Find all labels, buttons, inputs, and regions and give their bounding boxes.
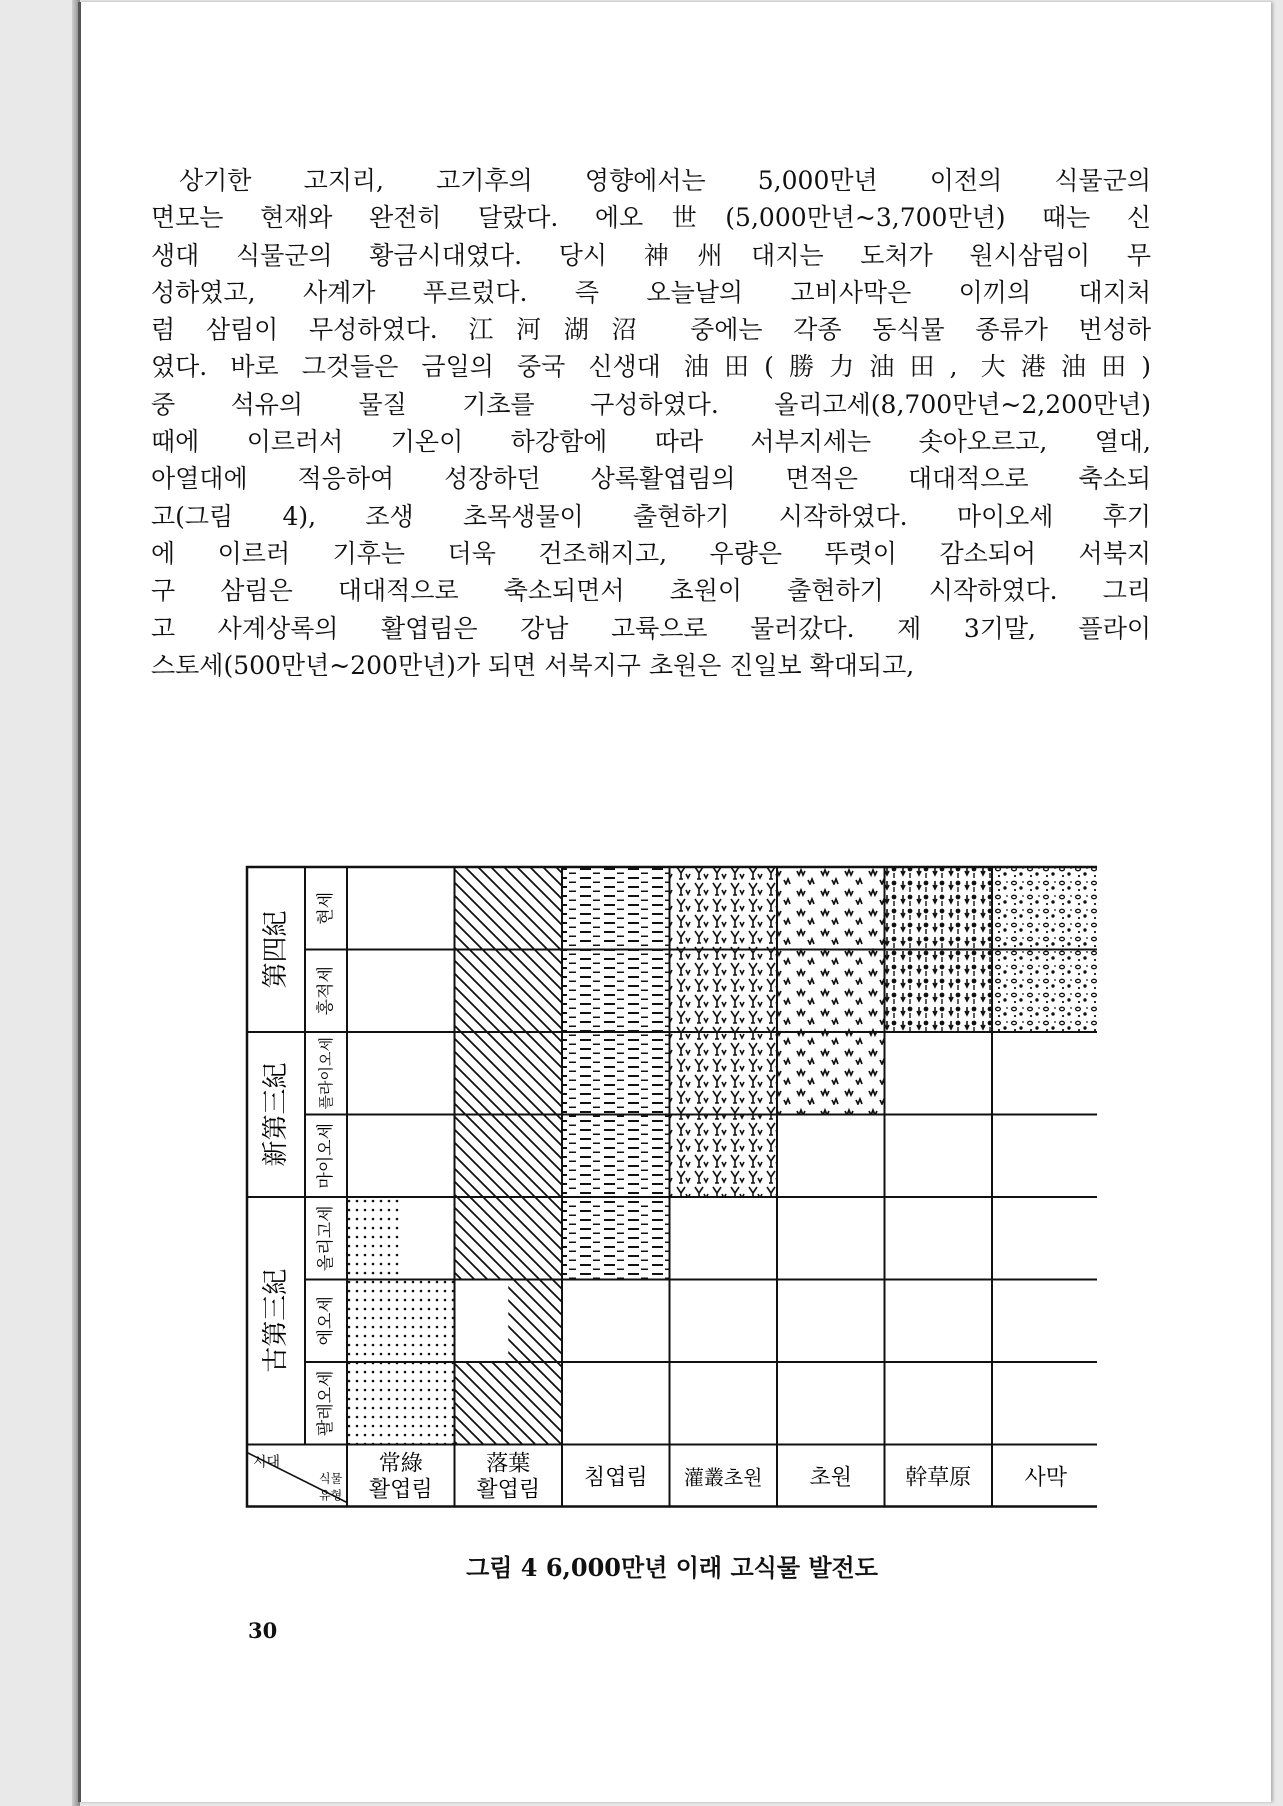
vegetation-type-label: 초원	[809, 1465, 853, 1491]
vegetation-cell-grass	[777, 950, 885, 1033]
vegetation-cell-dry-grass	[885, 950, 993, 1033]
vegetation-type-label: 幹草原	[905, 1465, 972, 1491]
corner-era-label: 시대	[253, 1454, 281, 1471]
vegetation-type-label: 灌叢초원	[683, 1465, 763, 1490]
epoch-label: 올리고세	[316, 1205, 336, 1272]
corner-type-label: 유형	[319, 1488, 343, 1503]
vegetation-development-figure	[242, 865, 1097, 1517]
epoch-label: 플라이오세	[317, 1037, 335, 1110]
body-line: 에 이르러 기후는 더욱 건조해지고, 우량은 뚜렷이 감소되어 서북지	[151, 538, 1151, 568]
epoch-label: 에오세	[316, 1296, 336, 1346]
vegetation-cell-dashes	[562, 1197, 670, 1280]
vegetation-cell-diagonal	[455, 950, 563, 1033]
vegetation-cell-diagonal	[455, 1197, 563, 1280]
epoch-label: 홍적세	[316, 966, 336, 1016]
body-line: 구 삼림은 대대적으로 축소되면서 초원이 출현하기 시작하였다. 그리	[151, 576, 1151, 606]
body-line: 성하였고, 사계가 푸르렀다. 즉 오늘날의 고비사막은 이끼의 대지처	[151, 277, 1151, 307]
figure-caption: 그림 4 6,000만년 이래 고식물 발전도	[466, 1553, 878, 1582]
body-line: 생대 식물군의 황금시대였다. 당시 神州대지는 도처가 원시삼림이 무	[151, 240, 1151, 270]
vegetation-cell-shrubs	[670, 950, 778, 1033]
body-line: 때에 이르러서 기온이 하강함에 따라 서부지세는 솟아오르고, 열대,	[151, 427, 1151, 457]
vegetation-cell-dashes	[562, 1032, 670, 1115]
vegetation-cell-diagonal	[455, 867, 563, 950]
vegetation-cell-pebbles	[992, 867, 1097, 950]
vegetation-type-label: 활엽림	[368, 1477, 433, 1503]
epoch-label: 현세	[316, 891, 336, 925]
page-number: 30	[248, 1618, 278, 1643]
vegetation-cell-shrubs	[670, 867, 778, 950]
vegetation-cell-shrubs	[670, 1115, 778, 1198]
epoch-label: 팔레오세	[316, 1370, 336, 1437]
body-line: 면모는 현재와 완전히 달랐다. 에오世(5,000만년~3,700만년) 때는 신	[151, 203, 1151, 233]
period-label: 古第三紀	[261, 1268, 291, 1373]
body-paragraph	[151, 162, 1151, 684]
epoch-label: 마이오세	[316, 1122, 336, 1189]
vegetation-type-label: 常綠	[378, 1451, 423, 1477]
vegetation-cell-diagonal	[455, 1115, 563, 1198]
vegetation-cell-grass	[777, 867, 885, 950]
period-label: 新第三紀	[261, 1062, 291, 1167]
vegetation-type-label: 활엽림	[476, 1477, 541, 1503]
body-line: 중 석유의 물질 기초를 구성하였다. 올리고세(8,700만년~2,200만년)	[151, 389, 1151, 419]
vegetation-cell-diagonal	[508, 1280, 562, 1363]
vegetation-cell-dots-sparse	[347, 1280, 455, 1363]
vegetation-cell-dashes	[562, 867, 670, 950]
vegetation-cell-grass	[777, 1032, 885, 1115]
vegetation-cell-diagonal	[455, 1032, 563, 1115]
corner-type-label: 식물	[319, 1471, 343, 1486]
vegetation-type-label: 침엽림	[583, 1465, 648, 1491]
vegetation-cell-dashes	[562, 950, 670, 1033]
vegetation-cell-dashes	[562, 1115, 670, 1198]
body-line: 스토세(500만년~200만년)가 되면 서북지구 초원은 진일보 확대되고,	[151, 650, 915, 680]
body-line: 아열대에 적응하여 성장하던 상록활엽림의 면적은 대대적으로 축소되	[151, 464, 1151, 494]
period-label: 第四紀	[261, 910, 291, 989]
body-line: 상기한 고지리, 고기후의 영향에서는 5,000만년 이전의 식물군의	[179, 166, 1151, 195]
vegetation-cell-pebbles	[992, 950, 1097, 1033]
vegetation-cell-dry-grass	[885, 867, 993, 950]
vegetation-cell-diagonal	[455, 1362, 563, 1445]
body-line: 였다. 바로 그것들은 금일의 중국 신생대 油田(勝力油田, 大港油田)	[151, 352, 1151, 382]
body-line: 고(그림 4), 조생 초목생물이 출현하기 시작하였다. 마이오세 후기	[151, 501, 1151, 531]
vegetation-chart-svg	[242, 865, 1097, 1517]
vegetation-cell-shrubs	[670, 1032, 778, 1115]
vegetation-type-label: 落葉	[486, 1451, 531, 1477]
body-line: 럼 삼림이 무성하였다. 江河湖沼 중에는 각종 동식물 종류가 번성하	[151, 315, 1151, 345]
vegetation-cell-dots-sparse	[347, 1197, 401, 1280]
vegetation-cell-dots-sparse	[347, 1362, 455, 1445]
vegetation-type-label: 사막	[1024, 1465, 1068, 1491]
body-line: 고 사계상록의 활엽림은 강남 고륙으로 물러갔다. 제 3기말, 플라이	[151, 613, 1151, 643]
